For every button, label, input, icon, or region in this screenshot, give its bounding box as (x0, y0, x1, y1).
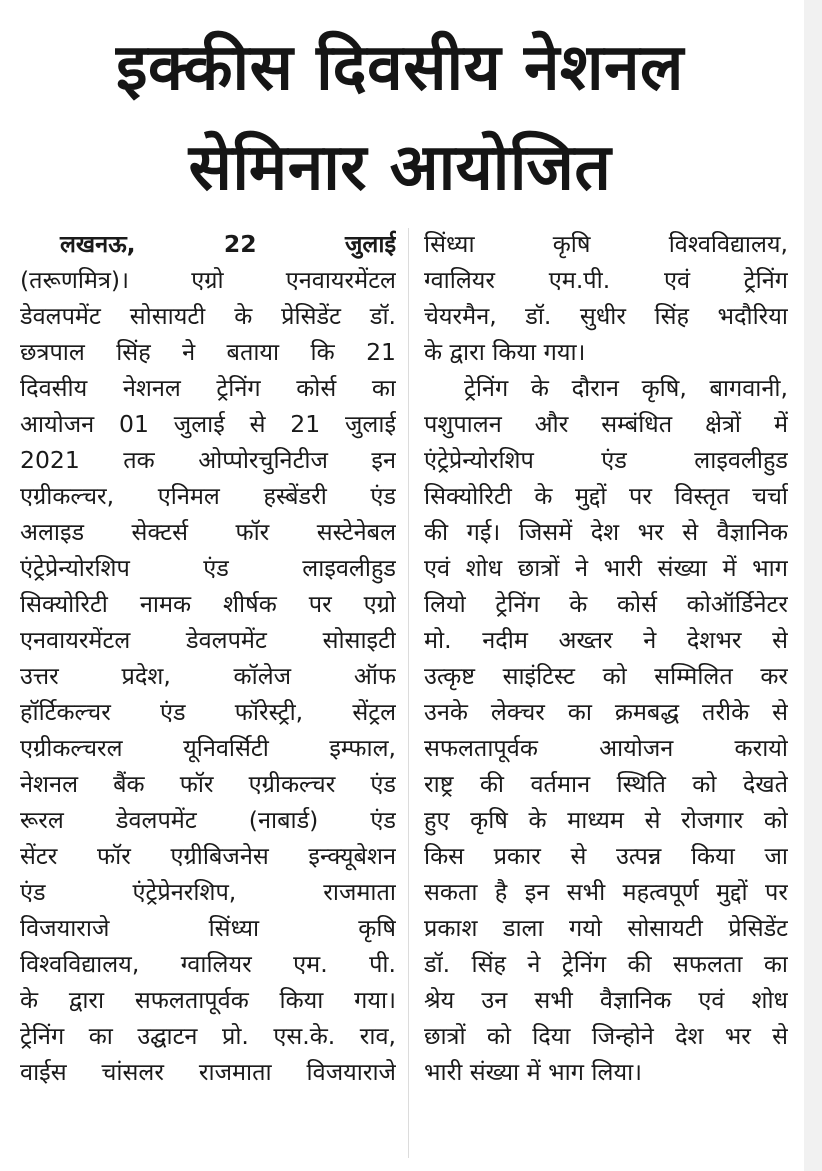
article-line: के द्वारा किया गया। (424, 338, 586, 366)
article-line: उत्कृष्ट साइंटिस्ट को सम्मिलित कर (424, 662, 788, 690)
article-line: एग्रीकल्चर, एनिमल हस्बेंडरी एंड (20, 482, 396, 510)
article-line: सेंटर फॉर एग्रीबिजनेस इन्क्यूबेशन (20, 842, 396, 870)
article-line: पशुपालन और सम्बंधित क्षेत्रों में (424, 410, 788, 438)
page-edge (804, 0, 822, 1171)
article-line: सकता है इन सभी महत्वपूर्ण मुद्दों पर (424, 878, 788, 906)
headline-line-1: इक्कीस दिवसीय नेशनल (116, 31, 684, 105)
article-line: हॉर्टिकल्चर एंड फॉरेस्ट्री, सेंट्रल (20, 698, 396, 726)
article-line: विजयाराजे सिंध्या कृषि (20, 914, 396, 942)
article-line: छत्रपाल सिंह ने बताया कि 21 (20, 338, 396, 366)
article-line: उत्तर प्रदेश, कॉलेज ऑफ (20, 662, 396, 690)
article-line: अलाइड सेक्टर्स फॉर सस्टेनेबल (20, 518, 396, 546)
article-line: प्रकाश डाला गयो सोसायटी प्रेसिडेंट (424, 914, 788, 942)
headline-line-2: सेमिनार आयोजित (188, 131, 612, 205)
article-line: किस प्रकार से उत्पन्न किया जा (424, 842, 788, 870)
article-line: सिक्योरिटी के मुद्दों पर विस्तृत चर्चा (424, 482, 788, 510)
article-line: भारी संख्या में भाग लिया। (424, 1058, 643, 1086)
article-line: एंट्रेप्रेन्योरशिप एंड लाइवलीहुड (20, 554, 396, 582)
article-line: आयोजन 01 जुलाई से 21 जुलाई (20, 410, 396, 438)
article-line: एवं शोध छात्रों ने भारी संख्या में भाग (424, 554, 788, 582)
article-line: डॉ. सिंह ने ट्रेनिंग की सफलता का (424, 950, 788, 978)
article-line: सफलतापूर्वक आयोजन करायो (424, 734, 788, 762)
article-line: वाईस चांसलर राजमाता विजयाराजे (20, 1058, 396, 1086)
article-line: दिवसीय नेशनल ट्रेनिंग कोर्स का (20, 374, 396, 402)
article-line: सिंध्या कृषि विश्वविद्यालय, (424, 230, 788, 258)
article-line: डेवलपमेंट सोसायटी के प्रेसिडेंट डॉ. (20, 302, 396, 330)
article-line: लखनऊ, 22 जुलाई (60, 230, 396, 258)
article-line: ग्वालियर एम.पी. एवं ट्रेनिंग (424, 266, 788, 294)
article-line: हुए कृषि के माध्यम से रोजगार को (424, 806, 788, 834)
article-line: (तरूणमित्र)। एग्रो एनवायरमेंटल (20, 266, 396, 294)
article-line: एंड एंट्रेप्रेनरशिप, राजमाता (20, 878, 396, 906)
article-line: लियो ट्रेनिंग के कोर्स कोऑर्डिनेटर (424, 590, 788, 618)
right-column (424, 226, 788, 1090)
headline (0, 18, 800, 218)
article-line: एंट्रेप्रेन्योरशिप एंड लाइवलीहुड (424, 446, 788, 474)
article-line: सिक्योरिटी नामक शीर्षक पर एग्रो (20, 590, 396, 618)
article-line: श्रेय उन सभी वैज्ञानिक एवं शोध (424, 986, 788, 1014)
article-line: ट्रेनिंग का उद्घाटन प्रो. एस.के. राव, (20, 1022, 396, 1050)
article-line: विश्वविद्यालय, ग्वालियर एम. पी. (20, 950, 396, 978)
left-column (20, 226, 396, 1090)
article-line: चेयरमैन, डॉ. सुधीर सिंह भदौरिया (424, 302, 788, 330)
article-line: की गई। जिसमें देश भर से वैज्ञानिक (424, 518, 788, 546)
article-line: उनके लेक्चर का क्रमबद्ध तरीके से (424, 698, 788, 726)
article-line: नेशनल बैंक फॉर एग्रीकल्चर एंड (20, 770, 396, 798)
article-line: राष्ट्र की वर्तमान स्थिति को देखते (424, 770, 788, 798)
article-line: 2021 तक ओप्पोरचुनिटीज इन (20, 446, 396, 474)
article-line: मो. नदीम अख्तर ने देशभर से (424, 626, 788, 654)
article-line: ट्रेनिंग के दौरान कृषि, बागवानी, (464, 374, 788, 402)
column-divider (408, 228, 409, 1158)
article-line: के द्वारा सफलतापूर्वक किया गया। (20, 986, 396, 1014)
article-line: छात्रों को दिया जिन्होने देश भर से (424, 1022, 788, 1050)
article-line: रूरल डेवलपमेंट (नाबार्ड) एंड (20, 806, 396, 834)
article-line: एनवायरमेंटल डेवलपमेंट सोसाइटी (20, 626, 396, 654)
article-line: एग्रीकल्चरल यूनिवर्सिटी इम्फाल, (20, 734, 396, 762)
